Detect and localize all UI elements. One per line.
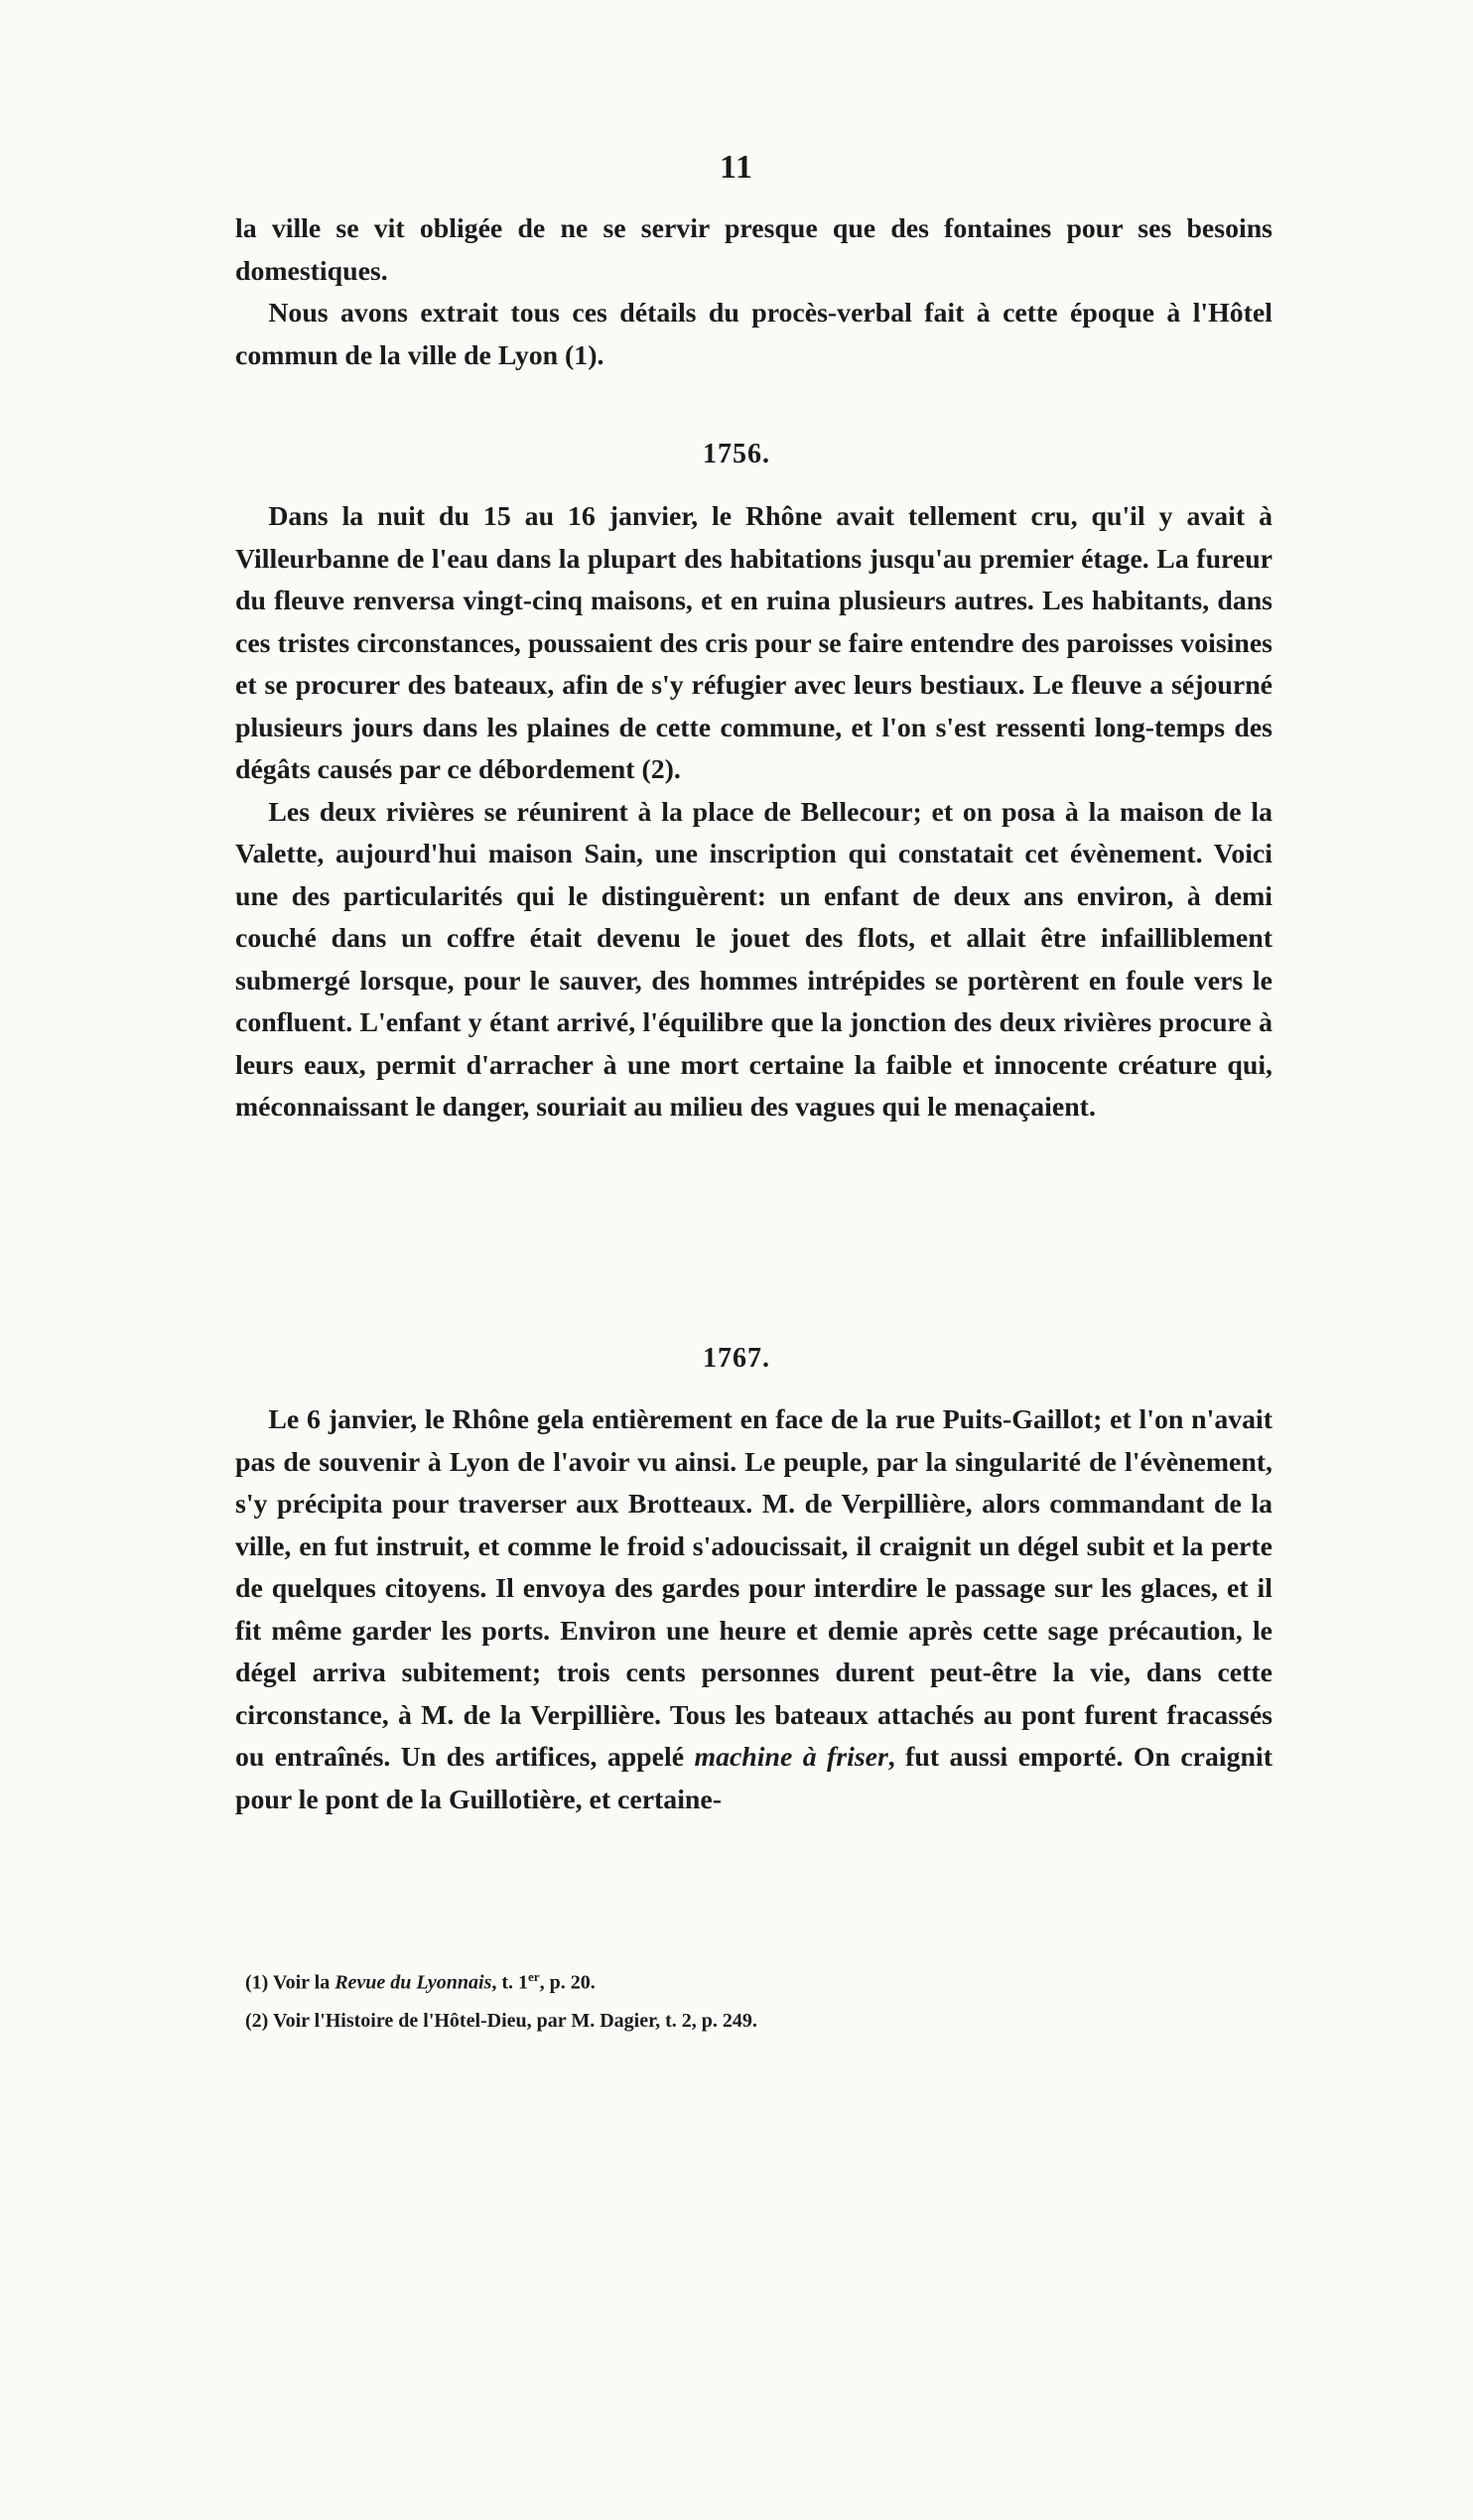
footnote-1-page: , p. 20.: [539, 1971, 596, 1994]
footnote-1: [245, 1958, 1272, 2002]
section-1756-paragraph-1: Dans la nuit du 15 au 16 janvier, le Rhône avait tellement cru, qu'il y avait à Villeurbanne de l'eau dans la plupart des habitations jusqu'au premier étage. La fureur du fleuve renversa vingt-cinq maisons, et en ruina plusieurs autres. Les habitants, dans ces tristes circonstances, poussaient des cris pour se faire entendre des paroisses voisines et se procurer des bateaux, afin de s'y réfugier avec leurs bestiaux. Le fleuve a séjourné plusieurs jours dans les plaines de cette commune, et l'on s'est ressenti long-temps des dégâts causés par ce débordement (2).: [235, 501, 1272, 785]
footnote-1-volume: , t. 1: [491, 1971, 529, 1994]
footnote-1-superscript: er: [528, 1969, 540, 1984]
section-heading-1767: 1767.: [703, 1343, 770, 1374]
section-1767-text-part-b: , fut aussi emporté. On craignit pour le pont de la Guillotière, et certaine-: [235, 1742, 1272, 1815]
section-heading-1756: 1756.: [703, 439, 770, 469]
section-1767-text: [235, 1399, 1272, 1821]
footnote-2: (2) Voir l'Histoire de l'Hôtel-Dieu, par M. Dagier, t. 2, p. 249.: [245, 2009, 757, 2032]
page-number: 11: [719, 149, 754, 186]
intro-paragraph-2: Nous avons extrait tous ces détails du procès-verbal fait à cette époque à l'Hôtel commun de la ville de Lyon (1).: [235, 298, 1272, 371]
footnotes: [245, 1958, 1272, 2040]
intro-paragraph-1: la ville se vit obligée de ne se servir presque que des fontaines pour ses besoins domestiques.: [235, 213, 1272, 287]
section-1767-paragraph-1: [235, 1399, 1272, 1821]
section-1767-text-part-a: Le 6 janvier, le Rhône gela entièrement en face de la rue Puits-Gaillot; et l'on n'avait pas de souvenir à Lyon de l'avoir vu ainsi. Le peuple, par la singularité de l'évènement, s'y précipita pour traverser aux Brotteaux. M. de Verpillière, alors commandant de la ville, en fut instruit, et comme le froid s'adoucissait, il craignit un dégel subit et la perte de quelques citoyens. Il envoya des gardes pour interdire le passage sur les glaces, et il fit même garder les ports. Environ une heure et demie après cette sage précaution, le dégel arriva subitement; trois cents personnes durent peut-être la vie, dans cette circonstance, à M. de la Verpillière. Tous les bateaux attachés au pont furent fracassés ou entraînés. Un des artifices, appelé: [235, 1404, 1272, 1773]
section-1756-text: [235, 496, 1272, 1129]
section-1756-paragraph-2: Les deux rivières se réunirent à la place de Bellecour; et on posa à la maison de la Valette, aujourd'hui maison Sain, une inscription qui constatait cet évènement. Voici une des particularités qui le distinguèrent: un enfant de deux ans environ, à demi couché dans un coffre était devenu le jouet des flots, et allait être infailliblement submergé lorsque, pour le sauver, des hommes intrépides se portèrent en foule vers le confluent. L'enfant y étant arrivé, l'équilibre que la jonction des deux rivières procure à leurs eaux, permit d'arracher à une mort certaine la faible et innocente créature qui, méconnaissant le danger, souriait au milieu des vagues qui le menaçaient.: [235, 796, 1272, 1123]
footnote-1-prefix: (1) Voir la: [245, 1971, 335, 1994]
machine-name: machine à friser: [694, 1742, 888, 1773]
footnote-1-title: Revue du Lyonnais: [335, 1971, 492, 1994]
intro-text: [235, 208, 1272, 377]
